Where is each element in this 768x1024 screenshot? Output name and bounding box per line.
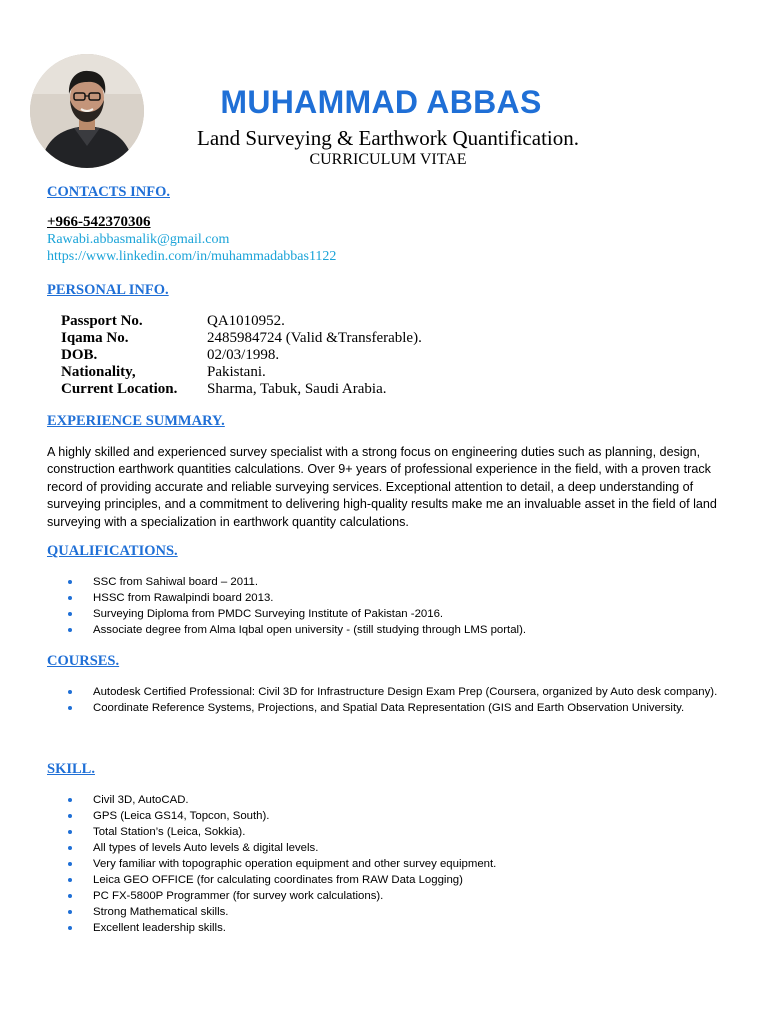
personal-heading: PERSONAL INFO. — [47, 282, 169, 298]
personal-info-table — [61, 313, 422, 398]
bullet-icon — [68, 596, 72, 600]
list-item: Leica GEO OFFICE (for calculating coordinates from RAW Data Logging) — [68, 872, 496, 888]
personal-value: Sharma, Tabuk, Saudi Arabia. — [207, 381, 387, 397]
list-item: HSSC from Rawalpindi board 2013. — [68, 590, 526, 606]
personal-row-dob — [61, 347, 422, 364]
courses-heading: COURSES. — [47, 653, 120, 669]
list-item: Surveying Diploma from PMDC Surveying Institute of Pakistan -2016. — [68, 606, 526, 622]
bullet-icon — [68, 926, 72, 930]
list-item: Excellent leadership skills. — [68, 920, 496, 936]
bullet-icon — [68, 814, 72, 818]
profession-tagline: Land Surveying & Earthwork Quantification. — [197, 126, 579, 150]
personal-value: 02/03/1998. — [207, 347, 280, 363]
list-item: Strong Mathematical skills. — [68, 904, 496, 920]
email-link[interactable]: Rawabi.abbasmalik@gmail.com — [47, 232, 230, 247]
qualifications-heading: QUALIFICATIONS. — [47, 543, 178, 559]
personal-label: Passport No. — [61, 313, 143, 329]
qualifications-list — [68, 574, 526, 638]
personal-label: DOB. — [61, 347, 98, 363]
personal-row-iqama — [61, 330, 422, 347]
bullet-icon — [68, 706, 72, 710]
bullet-icon — [68, 846, 72, 850]
bullet-icon — [68, 580, 72, 584]
bullet-icon — [68, 878, 72, 882]
personal-value: Pakistani. — [207, 364, 266, 380]
bullet-icon — [68, 628, 72, 632]
skills-heading: SKILL. — [47, 761, 95, 777]
personal-value: 2485984724 (Valid &Transferable). — [207, 330, 422, 346]
courses-list — [68, 684, 718, 716]
bullet-icon — [68, 910, 72, 914]
personal-row-passport — [61, 313, 422, 330]
list-item: Civil 3D, AutoCAD. — [68, 792, 496, 808]
phone-number: +966-542370306 — [47, 214, 151, 230]
bullet-icon — [68, 830, 72, 834]
personal-row-location — [61, 381, 422, 398]
list-item: Associate degree from Alma Iqbal open university - (still studying through LMS portal). — [68, 622, 526, 638]
list-item: Autodesk Certified Professional: Civil 3D for Infrastructure Design Exam Prep (Coursera, organized by Auto desk company). — [68, 684, 718, 700]
list-item: PC FX-5800P Programmer (for survey work calculations). — [68, 888, 496, 904]
bullet-icon — [68, 894, 72, 898]
list-item: All types of levels Auto levels & digital levels. — [68, 840, 496, 856]
list-item: Very familiar with topographic operation equipment and other survey equipment. — [68, 856, 496, 872]
bullet-icon — [68, 798, 72, 802]
bullet-icon — [68, 690, 72, 694]
personal-value: QA1010952. — [207, 313, 285, 329]
linkedin-link[interactable]: https://www.linkedin.com/in/muhammadabbas1122 — [47, 249, 337, 264]
candidate-name: MUHAMMAD ABBAS — [220, 84, 542, 120]
personal-label: Iqama No. — [61, 330, 129, 346]
experience-heading: EXPERIENCE SUMMARY. — [47, 413, 225, 429]
personal-row-nationality — [61, 364, 422, 381]
list-item: SSC from Sahiwal board – 2011. — [68, 574, 526, 590]
bullet-icon — [68, 862, 72, 866]
personal-label: Current Location. — [61, 381, 178, 397]
list-item: Coordinate Reference Systems, Projections, and Spatial Data Representation (GIS and Earth Observation University. — [68, 700, 718, 716]
bullet-icon — [68, 612, 72, 616]
personal-label: Nationality, — [61, 364, 136, 380]
skills-list — [68, 792, 496, 936]
list-item: Total Station’s (Leica, Sokkia). — [68, 824, 496, 840]
list-item: GPS (Leica GS14, Topcon, South). — [68, 808, 496, 824]
document-label: CURRICULUM VITAE — [309, 151, 467, 168]
experience-summary-text: A highly skilled and experienced survey specialist with a strong focus on engineering duties such as planning, design, construction earthwork quantities calculations. Over 9+ years of professional experience in the field, with a proven track record of providing accurate and reliable surveying services. Exceptional attention to detail, a deep understanding of surveying principles, and a commitment to delivering high-quality results make me an invaluable asset in the field of land surveying with a specialization in earthwork quantity calculations. — [47, 445, 717, 529]
contacts-heading: CONTACTS INFO. — [47, 184, 170, 200]
